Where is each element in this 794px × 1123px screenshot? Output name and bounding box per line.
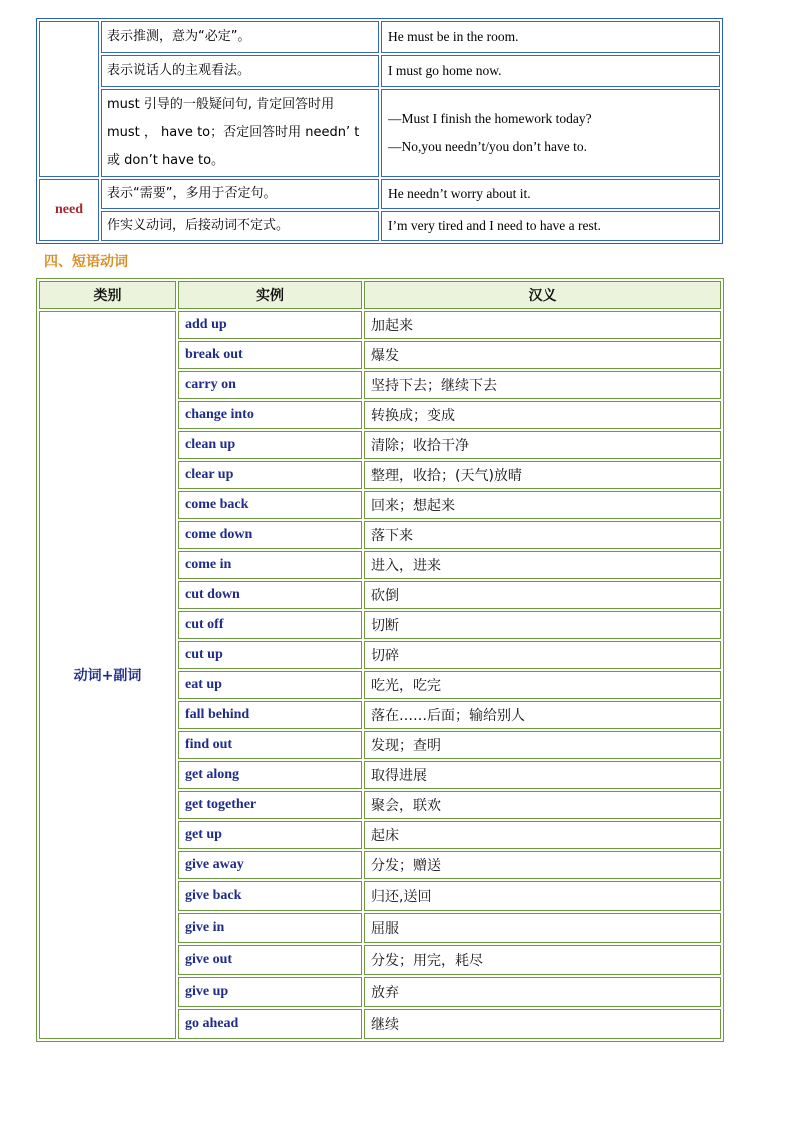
phrase-cell: give away	[178, 851, 362, 879]
example-cell: He needn’t worry about it.	[381, 179, 720, 209]
usage-line: must ， have to；否定回答时用 needn’ t	[107, 125, 360, 140]
meaning-cell: 进入，进来	[364, 551, 721, 579]
meaning-cell: 取得进展	[364, 761, 721, 789]
phrase-cell: give up	[178, 977, 362, 1007]
phrase-cell: come back	[178, 491, 362, 519]
example-line: —Must I finish the homework today?	[388, 111, 592, 126]
phrase-cell: clean up	[178, 431, 362, 459]
phrase-cell: clear up	[178, 461, 362, 489]
meaning-cell: 清除；收拾干净	[364, 431, 721, 459]
usage-cell: 表示说话人的主观看法。	[101, 55, 379, 87]
phrase-cell: find out	[178, 731, 362, 759]
meaning-cell: 起床	[364, 821, 721, 849]
phrase-cell: break out	[178, 341, 362, 369]
phrase-cell: get together	[178, 791, 362, 819]
phrase-cell: give back	[178, 881, 362, 911]
meaning-cell: 加起来	[364, 311, 721, 339]
meaning-cell: 爆发	[364, 341, 721, 369]
meaning-cell: 聚会，联欢	[364, 791, 721, 819]
header-meaning: 汉义	[364, 281, 721, 309]
phrase-cell: get along	[178, 761, 362, 789]
modal-verb-table	[36, 18, 723, 244]
phrase-cell: fall behind	[178, 701, 362, 729]
need-category-cell: need	[39, 179, 99, 241]
usage-cell: 表示推测，意为“必定”。	[101, 21, 379, 53]
phrase-cell: add up	[178, 311, 362, 339]
meaning-cell: 分发；用完，耗尽	[364, 945, 721, 975]
phrase-cell: change into	[178, 401, 362, 429]
phrase-cell: cut up	[178, 641, 362, 669]
phrase-cell: go ahead	[178, 1009, 362, 1039]
meaning-cell: 切断	[364, 611, 721, 639]
table-row	[39, 55, 720, 87]
table-row	[39, 21, 720, 53]
example-cell	[381, 89, 720, 177]
phrase-cell: cut down	[178, 581, 362, 609]
meaning-cell: 回来；想起来	[364, 491, 721, 519]
meaning-cell: 发现；查明	[364, 731, 721, 759]
meaning-cell: 屈服	[364, 913, 721, 943]
meaning-cell: 继续	[364, 1009, 721, 1039]
meaning-cell: 坚持下去；继续下去	[364, 371, 721, 399]
meaning-cell: 吃光，吃完	[364, 671, 721, 699]
usage-cell: 表示“需要”，多用于否定句。	[101, 179, 379, 209]
usage-line: must 引导的一般疑问句, 肯定回答时用	[107, 97, 335, 112]
example-line: —No,you needn’t/you don’t have to.	[388, 139, 587, 154]
category-cell: 动词+副词	[39, 311, 176, 1039]
must-category-cell	[39, 21, 99, 177]
meaning-cell: 砍倒	[364, 581, 721, 609]
header-category: 类别	[39, 281, 176, 309]
header-example: 实例	[178, 281, 362, 309]
usage-cell	[101, 89, 379, 177]
phrase-cell: come in	[178, 551, 362, 579]
meaning-cell: 归还,送回	[364, 881, 721, 911]
meaning-cell: 分发；赠送	[364, 851, 721, 879]
table-row	[39, 311, 721, 339]
table-row	[39, 89, 720, 177]
example-cell: He must be in the room.	[381, 21, 720, 53]
meaning-cell: 整理，收拾；(天气)放晴	[364, 461, 721, 489]
phrase-cell: give in	[178, 913, 362, 943]
example-cell: I must go home now.	[381, 55, 720, 87]
table-row	[39, 211, 720, 241]
meaning-cell: 落下来	[364, 521, 721, 549]
phrase-cell: carry on	[178, 371, 362, 399]
phrase-cell: come down	[178, 521, 362, 549]
meaning-cell: 落在……后面；输给别人	[364, 701, 721, 729]
table-row	[39, 179, 720, 209]
usage-cell: 作实义动词，后接动词不定式。	[101, 211, 379, 241]
table-header-row	[39, 281, 721, 309]
phrase-cell: give out	[178, 945, 362, 975]
meaning-cell: 转换成；变成	[364, 401, 721, 429]
usage-line: 或 don’t have to。	[107, 153, 225, 168]
meaning-cell: 放弃	[364, 977, 721, 1007]
section-title: 四、短语动词	[44, 254, 128, 270]
phrasal-verb-table	[36, 278, 724, 1042]
example-cell: I’m very tired and I need to have a rest.	[381, 211, 720, 241]
meaning-cell: 切碎	[364, 641, 721, 669]
phrase-cell: eat up	[178, 671, 362, 699]
phrase-cell: cut off	[178, 611, 362, 639]
phrase-cell: get up	[178, 821, 362, 849]
